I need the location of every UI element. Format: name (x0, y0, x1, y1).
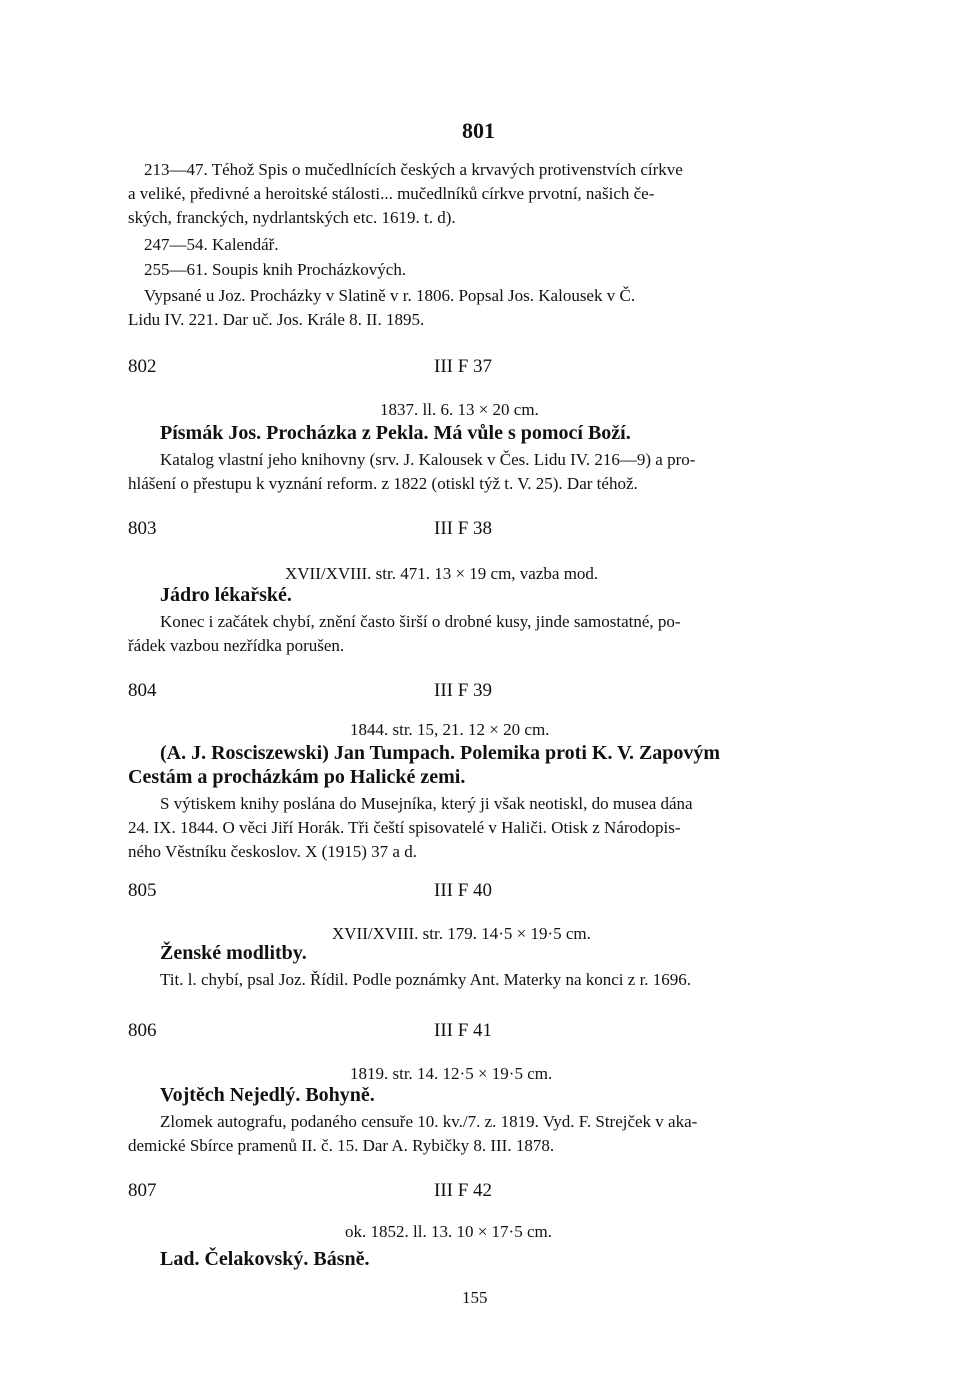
entry-meta: 1837. ll. 6. 13 × 20 cm. (380, 400, 539, 419)
entry-signature: III F 37 (434, 356, 493, 377)
entry-meta: ok. 1852. ll. 13. 10 × 17·5 cm. (345, 1222, 552, 1241)
entry-desc: Zlomek autografu, podaného censuře 10. kv./7. z. 1819. Vyd. F. Strejček v aka- (160, 1112, 698, 1131)
entry-meta: XVII/XVIII. str. 179. 14·5 × 19·5 cm. (332, 924, 591, 943)
entry-desc: Konec i začátek chybí, znění často širší o drobné kusy, jinde samostatné, po- (160, 612, 681, 631)
entry-desc: 24. IX. 1844. O věci Jiří Horák. Tři čeští spisovatelé v Haliči. Otisk z Národopis- (128, 818, 681, 837)
entry-number: 803 (128, 518, 157, 539)
entry-meta: XVII/XVIII. str. 471. 13 × 19 cm, vazba mod. (285, 564, 599, 583)
entry-number: 805 (128, 880, 157, 901)
entry-title: Ženské modlitby. (160, 942, 307, 964)
entry-signature: III F 41 (434, 1020, 493, 1041)
entry-meta: 1844. str. 15, 21. 12 × 20 cm. (350, 720, 550, 739)
entry-title: Vojtěch Nejedlý. Bohyně. (160, 1084, 375, 1106)
entry-signature: III F 40 (434, 880, 493, 901)
entry-desc: S výtiskem knihy poslána do Musejníka, který ji však neotiskl, do musea dána (160, 794, 693, 813)
continuation-line: 255—61. Soupis knih Procházkových. (144, 260, 407, 279)
entry-signature: III F 38 (434, 518, 493, 539)
entry-desc: Tit. l. chybí, psal Joz. Řídil. Podle poznámky Ant. Materky na konci z r. 1696. (160, 970, 692, 989)
footer-page-number: 155 (462, 1288, 488, 1307)
entry-meta: 1819. str. 14. 12·5 × 19·5 cm. (350, 1064, 553, 1083)
continuation-line: Lidu IV. 221. Dar uč. Jos. Krále 8. II. 1895. (128, 310, 425, 329)
entry-number: 804 (128, 680, 157, 701)
continuation-block (128, 160, 848, 330)
entry-desc: demické Sbírce pramenů II. č. 15. Dar A. Rybičky 8. III. 1878. (128, 1136, 555, 1155)
entry-title: (A. J. Rosciszewski) Jan Tumpach. Polemika proti K. V. Zapovým (160, 742, 721, 764)
continuation-line: 247—54. Kalendář. (144, 235, 279, 254)
entry-number: 807 (128, 1180, 157, 1201)
entry-desc: Katalog vlastní jeho knihovny (srv. J. Kalousek v Čes. Lidu IV. 216—9) a pro- (160, 450, 696, 469)
page-number: 801 (462, 118, 495, 143)
entry-number: 806 (128, 1020, 157, 1041)
entry-desc: hlášení o přestupu k vyznání reform. z 1822 (otiskl týž t. V. 25). Dar téhož. (128, 474, 638, 493)
continuation-line: 213—47. Téhož Spis o mučedlnících českých a krvavých protivenstvích církve (144, 160, 683, 179)
entry-title: Jádro lékařské. (160, 584, 292, 606)
entry-title: Písmák Jos. Procházka z Pekla. Má vůle s pomocí Boží. (160, 422, 631, 444)
entry-number: 802 (128, 356, 157, 377)
entry-desc: řádek vazbou nezřídka porušen. (128, 636, 345, 655)
entry-title: Lad. Čelakovský. Básně. (160, 1248, 370, 1270)
continuation-line: ských, franckých, nydrlantských etc. 1619. t. d). (128, 208, 456, 227)
continuation-line: a veliké, předivné a heroitské stálosti... mučedlníků církve prvotní, našich če- (128, 184, 655, 203)
entry-title: Cestám a procházkám po Halické zemi. (128, 766, 466, 788)
entry-signature: III F 39 (434, 680, 493, 701)
entry-desc: ného Věstníku českoslov. X (1915) 37 a d. (128, 842, 417, 861)
entry-signature: III F 42 (434, 1180, 493, 1201)
continuation-line: Vypsané u Joz. Procházky v Slatině v r. 1806. Popsal Jos. Kalousek v Č. (144, 286, 636, 305)
